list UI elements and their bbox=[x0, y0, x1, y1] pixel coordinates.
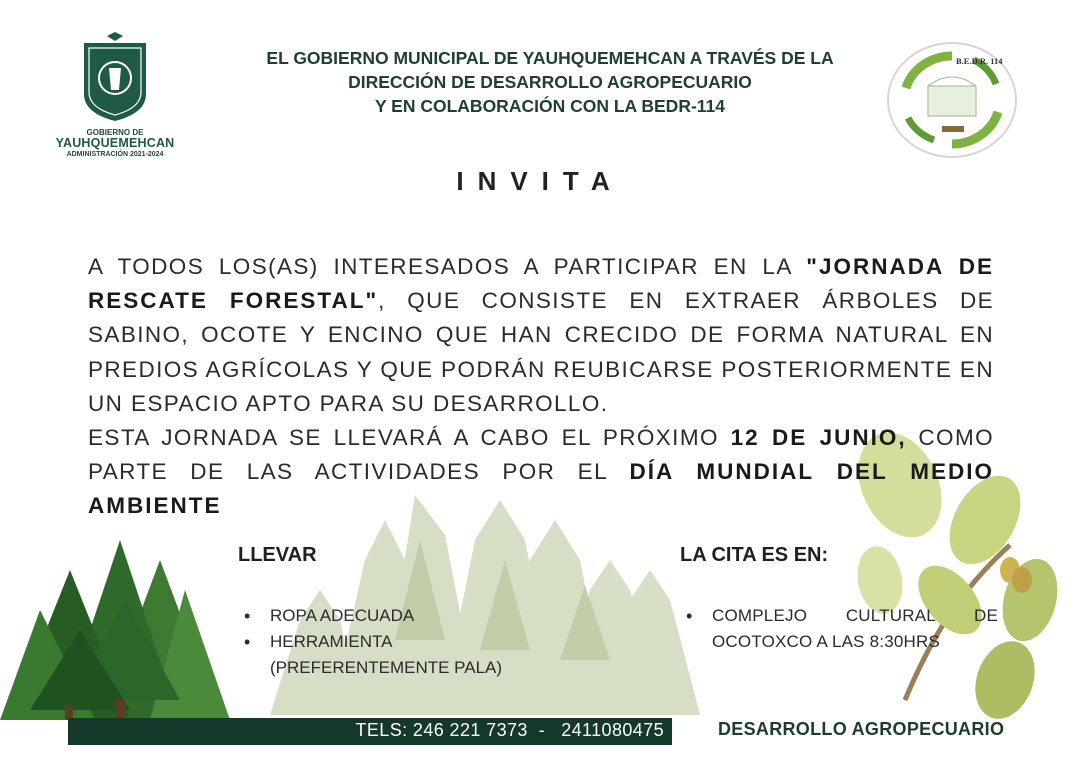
pine-trees-illustration bbox=[0, 540, 230, 720]
event-name: "JORNADA DE RESCATE FORESTAL" bbox=[88, 254, 994, 314]
cita-list bbox=[680, 603, 998, 655]
list-item: • ROPA ADECUADA bbox=[238, 603, 558, 629]
department-name: DESARROLLO AGROPECUARIO bbox=[718, 719, 1005, 739]
bedr-logo bbox=[884, 40, 1020, 160]
logo-line2: YAUHQUEMEHCAN bbox=[55, 136, 175, 150]
cita-heading: LA CITA ES EN: bbox=[680, 544, 829, 566]
shield-emblem-icon bbox=[79, 32, 151, 124]
header-line2: DIRECCIÓN DE DESARROLLO AGROPECUARIO bbox=[348, 72, 752, 92]
logo-line3: ADMINISTRACIÓN 2021-2024 bbox=[66, 151, 164, 158]
environment-day: DÍA MUNDIAL DEL MEDIO AMBIENTE bbox=[88, 459, 995, 519]
paragraph-2: ESTA JORNADA SE LLEVARÁ A CABO EL PRÓXIMO 12 DE JUNIO, COMO PARTE DE LAS ACTIVIDADES POR EL DÍA MUNDIAL DEL MEDIO AMBIENTE bbox=[88, 425, 995, 519]
header-line3: Y EN COLABORACIÓN CON LA BEDR-114 bbox=[374, 96, 726, 116]
logo-line1: GOBIERNO DE bbox=[86, 128, 144, 137]
llevar-heading: LLEVAR bbox=[238, 544, 317, 566]
bedr-label: B.E.D.R. 114 bbox=[956, 56, 1003, 66]
invita-title: INVITA bbox=[456, 166, 624, 196]
header-title bbox=[200, 46, 900, 118]
llevar-list bbox=[238, 603, 558, 681]
paragraph-1: A TODOS LOS(AS) INTERESADOS A PARTICIPAR EN LA "JORNADA DE RESCATE FORESTAL", QUE CONSISTE EN EXTRAER ÁRBOLES DE SABINO, OCOTE Y ENCINO QUE HAN CRECIDO DE FORMA NATURAL EN PREDIOS AGRÍCOLAS Y QUE PODRÁN REUBICARSE POSTERIORMENTE EN UN ESPACIO APTO PARA SU DESARROLLO. bbox=[88, 254, 994, 416]
invitation-body bbox=[88, 250, 994, 524]
municipal-logo bbox=[50, 32, 180, 172]
phone-numbers: TELS: 246 221 7373 - 2411080475 bbox=[355, 720, 664, 740]
list-item: • HERRAMIENTA (PREFERENTEMENTE PALA) bbox=[238, 629, 558, 681]
list-item: • COMPLEJO CULTURAL DE OCOTOXCO A LAS 8:30HRS bbox=[680, 603, 998, 655]
header-line1: EL GOBIERNO MUNICIPAL DE YAUHQUEMEHCAN A TRAVÉS DE LA bbox=[266, 48, 834, 68]
event-date: 12 DE JUNIO, bbox=[730, 425, 907, 451]
phone-bar bbox=[68, 718, 672, 745]
